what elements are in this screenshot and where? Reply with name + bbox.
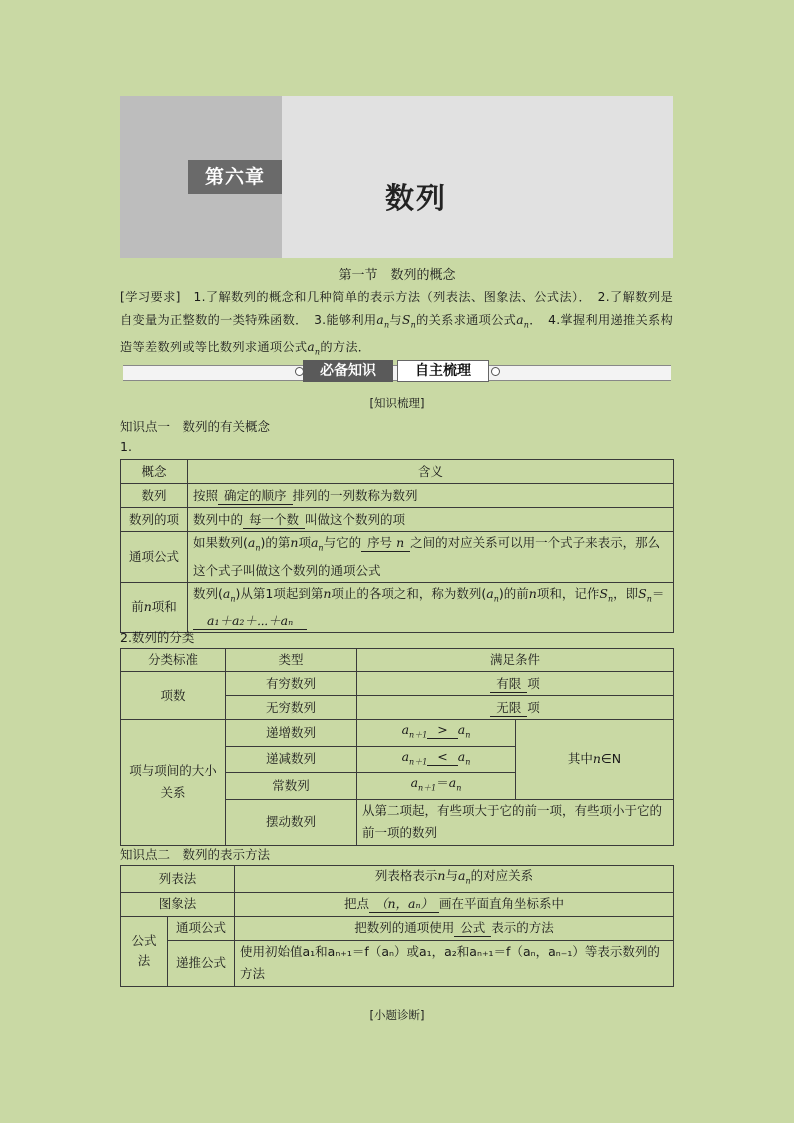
concepts-table bbox=[120, 459, 674, 633]
req-text-4: ． 4.掌握利用递推关系构造等差数列或等比数列求通项公式 bbox=[120, 312, 673, 355]
text: ＝ bbox=[436, 775, 449, 790]
condition bbox=[357, 672, 674, 696]
kp1-classification: 2.数列的分类 bbox=[120, 630, 195, 645]
text: 数列( bbox=[193, 585, 223, 601]
chapter-banner bbox=[120, 96, 673, 258]
type-name: 常数列 bbox=[226, 773, 357, 800]
text: 叫做这个数列的项 bbox=[305, 511, 406, 527]
text: ∈N bbox=[600, 751, 622, 767]
text: )的前 bbox=[498, 585, 529, 601]
table-row bbox=[121, 649, 674, 672]
table-row bbox=[121, 940, 674, 986]
fill-blank: a₁＋a₂＋⋯＋aₙ bbox=[193, 613, 307, 630]
condition: 从第二项起，有些项大于它的前一项，有些项小于它的前一项的数列 bbox=[357, 799, 674, 845]
section-divider bbox=[123, 359, 671, 385]
text: 画在平面直角坐标系中 bbox=[439, 896, 565, 911]
text: 项 bbox=[298, 535, 311, 550]
text: 项 bbox=[527, 699, 540, 715]
table-header: 含义 bbox=[188, 460, 674, 484]
text: 数列中的 bbox=[193, 511, 244, 527]
req-text-2: 与 bbox=[389, 312, 402, 327]
fill-blank: > bbox=[427, 722, 457, 739]
section-title: 第一节 数列的概念 bbox=[338, 268, 456, 283]
text: 其中 bbox=[567, 751, 593, 767]
text: 的对应关系 bbox=[470, 868, 534, 883]
divider-label-right: 自主梳理 bbox=[397, 360, 489, 382]
kp1-number: 1. bbox=[120, 439, 132, 454]
concept-meaning bbox=[188, 508, 674, 532]
table-header: 分类标准 bbox=[121, 649, 226, 672]
method-desc: 使用初始值a₁和aₙ₊₁＝f（aₙ）或a₁，a₂和aₙ₊₁＝f（aₙ，aₙ₋₁）等表示数列的方法 bbox=[235, 940, 674, 986]
concept-meaning: 如果数列$(a_n)$的第n项$a_n$与它的 序号 n 之间的对应关系可以用一个式子来表示，那么这个式子叫做这个数列的通项公式 bbox=[188, 532, 674, 583]
text: 项和，记作 bbox=[536, 585, 600, 601]
chapter-title: 数列 bbox=[385, 181, 448, 215]
table-header: 满足条件 bbox=[357, 649, 674, 672]
text: 把点 bbox=[343, 896, 369, 911]
table-row bbox=[121, 720, 674, 747]
text: )的第 bbox=[260, 535, 291, 550]
concept-name: 前n项和 bbox=[121, 582, 188, 633]
classification-table bbox=[120, 648, 674, 846]
fill-blank: 无限 bbox=[490, 700, 527, 717]
type-name: 无穷数列 bbox=[226, 696, 357, 720]
fill-blank: 公式 bbox=[454, 920, 491, 937]
text: 按照 bbox=[193, 487, 219, 503]
text: 前 bbox=[131, 599, 144, 615]
kp2-title: 知识点二 数列的表示方法 bbox=[120, 847, 271, 862]
method-name: 递推公式 bbox=[168, 940, 235, 986]
condition-note: 其中n∈N bbox=[516, 720, 674, 800]
table-row bbox=[121, 916, 674, 940]
method-group: 公式法 bbox=[121, 916, 168, 986]
fill-blank: 每一个数 bbox=[243, 512, 305, 529]
method-name: 通项公式 bbox=[168, 916, 235, 940]
concept-name: 数列 bbox=[121, 484, 188, 508]
group-label: 项数 bbox=[121, 672, 226, 720]
text: 项和 bbox=[151, 599, 177, 615]
condition: $a_{n+1} < a_n$ bbox=[357, 746, 516, 773]
table-header: 类型 bbox=[226, 649, 357, 672]
divider-label-left: 必备知识 bbox=[303, 360, 393, 382]
text: ＝ bbox=[651, 585, 665, 601]
table-row bbox=[121, 508, 674, 532]
table-row bbox=[121, 460, 674, 484]
knowledge-sort-label: [知识梳理] bbox=[369, 396, 425, 410]
req-text-1: 1.了解数列的概念和几种简单的表示方法（列表法、图象法、公式法）． 2.了解数列是自变量为正整数的一类特殊函数． 3.能够利用 bbox=[120, 290, 673, 327]
text: 项 bbox=[527, 675, 540, 691]
table-row bbox=[121, 582, 674, 633]
text: 表示的方法 bbox=[491, 920, 554, 935]
method-desc bbox=[235, 892, 674, 916]
divider-dot-icon bbox=[491, 367, 500, 376]
condition bbox=[357, 696, 674, 720]
text: 如果数列( bbox=[193, 535, 248, 550]
fill-blank: 确定的顺序 bbox=[218, 488, 293, 505]
table-row bbox=[121, 532, 674, 583]
text: 之间的对应关系可以用一个式子来表示，那么这个式子叫做这个数列的通项公式 bbox=[193, 535, 661, 578]
type-name: 递增数列 bbox=[226, 720, 357, 747]
text: 列表格表示 bbox=[374, 868, 438, 883]
concept-name: 通项公式 bbox=[121, 532, 188, 583]
text: 排列的一列数称为数列 bbox=[292, 487, 418, 503]
condition: $a_{n+1} > a_n$ bbox=[357, 720, 516, 747]
learning-requirements: [学习要求] 1.了解数列的概念和几种简单的表示方法（列表法、图象法、公式法）． 2.了解数列是自变量为正整数的一类特殊函数． 3.能够利用$a_n$与$S_n$的关系求通项公式$a_n$． 4.掌握利用递推关系构造等差数列或等比数列求通项公式$a_n$的方法． bbox=[120, 290, 673, 357]
method-name: 列表法 bbox=[121, 866, 235, 893]
fill-blank: < bbox=[427, 749, 457, 766]
req-text-5: 的方法． bbox=[320, 340, 371, 355]
method-name: 图象法 bbox=[121, 892, 235, 916]
text: 与 bbox=[445, 868, 458, 883]
representation-table bbox=[120, 865, 674, 987]
type-name: 递减数列 bbox=[226, 746, 357, 773]
text: )从第1项起到第 bbox=[235, 585, 324, 601]
method-desc bbox=[235, 916, 674, 940]
chapter-number: 第六章 bbox=[188, 160, 282, 194]
type-name: 摆动数列 bbox=[226, 799, 357, 845]
table-row bbox=[121, 892, 674, 916]
fill-blank: 序号 bbox=[367, 535, 393, 550]
table-header: 概念 bbox=[121, 460, 188, 484]
requirements-label: [学习要求] bbox=[120, 290, 181, 304]
banner-right-panel bbox=[282, 96, 673, 258]
condition: $a_{n+1}=a_n$ bbox=[357, 773, 516, 800]
method-desc: 列表格表示n与$a_n$的对应关系 bbox=[235, 866, 674, 893]
table-row bbox=[121, 484, 674, 508]
small-test-label: [小题诊断] bbox=[369, 1008, 425, 1022]
concept-name: 数列的项 bbox=[121, 508, 188, 532]
table-row bbox=[121, 672, 674, 696]
text: 把数列的通项使用 bbox=[354, 920, 455, 935]
text: 项止的各项之和，称为数列( bbox=[331, 585, 487, 601]
type-name: 有穷数列 bbox=[226, 672, 357, 696]
concept-meaning: 数列$(a_n)$从第1项起到第n项止的各项之和，称为数列$(a_n)$的前n项和，记作$S_n$，即$S_n=a_1+a_2+\cdots+a_n$ bbox=[188, 582, 674, 633]
concept-meaning bbox=[188, 484, 674, 508]
fill-blank: 有限 bbox=[490, 676, 527, 693]
table-row bbox=[121, 866, 674, 893]
text: 与它的 bbox=[323, 535, 362, 550]
fill-blank: （n，aₙ） bbox=[369, 896, 439, 913]
text: ，即 bbox=[613, 585, 639, 601]
kp1-title: 知识点一 数列的有关概念 bbox=[120, 419, 271, 434]
req-text-3: 的关系求通项公式 bbox=[416, 312, 517, 327]
group-label: 项与项间的大小关系 bbox=[121, 720, 226, 846]
